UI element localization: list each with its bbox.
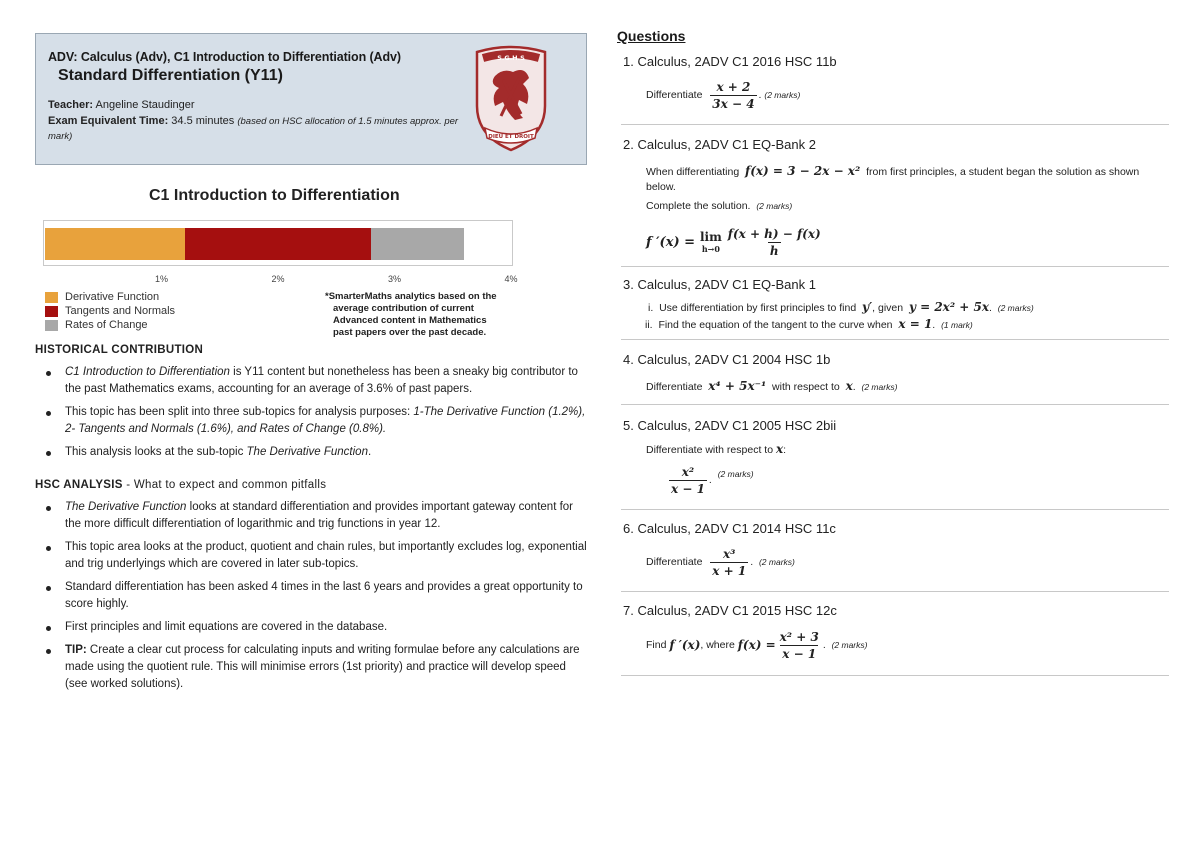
question-text: , given <box>872 302 904 314</box>
marks-label: (2 marks) <box>831 640 868 650</box>
marks-label: (1 mark) <box>941 320 973 330</box>
worksheet-title: Standard Differentiation (Y11) <box>58 67 283 84</box>
x-tick-label: 3% <box>387 274 402 284</box>
question-text: When differentiating <box>646 166 740 178</box>
denominator: x − 1 <box>671 481 705 496</box>
analysis-list <box>35 499 587 693</box>
question-2 <box>617 137 1167 267</box>
question-text: from first principles, a student began the solution as shown below. <box>646 166 1140 193</box>
marks-label: (2 marks) <box>861 382 898 392</box>
marks-label: (2 marks) <box>756 201 793 211</box>
exam-time-value: 34.5 minutes <box>171 115 235 127</box>
denominator: x − 1 <box>782 646 817 661</box>
question-body: Differentiate $\frac{\text{x³}}{x + 1}$ . (2 marks) <box>646 546 795 578</box>
worksheet-header <box>35 33 587 165</box>
question-4 <box>617 352 1167 405</box>
footnote-line: average contribution of current <box>333 303 474 314</box>
teacher-label: Teacher: <box>48 99 94 111</box>
function-lhs: f(x) = <box>737 638 776 652</box>
function-expression: x⁴ + 5x⁻¹ <box>708 379 767 393</box>
divider <box>621 404 1169 405</box>
question-text: Differentiate <box>646 89 703 101</box>
fraction <box>669 465 707 496</box>
exam-time-label: Exam Equivalent Time: <box>48 115 169 127</box>
limit-expression <box>617 222 1167 262</box>
numerator: x² <box>681 464 695 479</box>
footnote-line: *SmarterMaths analytics based on the <box>325 291 497 302</box>
function-expression: f(x) = 3 − 2x − x² <box>745 164 861 178</box>
numerator: x + 2 <box>716 79 751 94</box>
question-text: Find <box>646 639 667 651</box>
bullet-text: This analysis looks at the sub-topic <box>65 446 247 458</box>
question-part-i: i. Use differentiation by first principles to find y′, given y = 2x² + 5x. (2 marks) <box>648 300 1034 314</box>
question-1 <box>617 54 1167 125</box>
legend-label: Tangents and Normals <box>65 305 176 317</box>
bullet-text: Standard differentiation has been asked 4 times in the last 6 years and provides a great opportunity to score highly. <box>65 581 583 610</box>
footnote-line: Advanced content in Mathematics <box>333 315 487 326</box>
crest-motto-bottom: DIEU ET DROIT <box>488 134 534 140</box>
bullet-text: . <box>367 446 372 458</box>
subtopics-text: 1-The Derivative Function (1.2%), 2- Tangents and Normals (1.6%), and Rates of Change (0.8%). <box>65 406 586 435</box>
bullet-text: Create a clear cut process for calculating inputs and writing formulae before any calculations are made using the quotient rule. This will minimise errors (1st priority) and practice will develop speed (see worked solutions). <box>65 644 580 690</box>
question-7 <box>617 603 1167 676</box>
footnote-line: past papers over the past decade. <box>333 327 487 338</box>
variable: x <box>845 379 853 393</box>
marks-label: (2 marks) <box>717 469 754 479</box>
question-body <box>617 164 1167 195</box>
denominator: x + 1 <box>712 563 747 578</box>
fraction <box>778 630 821 661</box>
denominator: h <box>769 243 779 258</box>
bullet-text: looks at standard differentiation and provides important gateway content for the more difficult differentiation of logarithmic and trig functions in year 12. <box>65 501 574 530</box>
question-text: with respect to <box>772 381 840 393</box>
question-3 <box>617 277 1167 340</box>
list-item <box>35 579 587 613</box>
teacher-name: Angeline Staudinger <box>95 99 195 111</box>
legend-item <box>45 290 175 304</box>
list-item <box>35 364 587 398</box>
bullet-text: This topic has been split into three sub-topics for analysis purposes: <box>65 406 414 418</box>
question-text: Differentiate <box>646 556 703 568</box>
bullet-text: is Y11 content but nonetheless has been a sneaky big contributor to the past Mathematics exams, accounting for an average of 3.6% of past papers. <box>65 366 578 395</box>
question-body: Find f ′(x) , where f(x) = $\frac{\text{x² + 3}}{x - 1}$ . (2 marks) <box>646 629 868 661</box>
bullet-text: First principles and limit equations are covered in the database. <box>65 621 388 633</box>
divider <box>621 509 1169 510</box>
x-tick-label: 4% <box>504 274 518 284</box>
question-title: 3. Calculus, 2ADV C1 EQ-Bank 1 <box>623 277 816 292</box>
question-title: 1. Calculus, 2ADV C1 2016 HSC 11b <box>623 54 837 69</box>
question-5 <box>617 418 1167 510</box>
divider <box>621 124 1169 125</box>
legend-swatch <box>45 292 58 303</box>
historical-list <box>35 364 587 461</box>
question-title: 6. Calculus, 2ADV C1 2014 HSC 11c <box>623 521 836 536</box>
limit-word: lim <box>699 230 722 244</box>
legend-item <box>45 318 175 332</box>
fraction <box>726 227 823 258</box>
list-item <box>35 499 587 533</box>
chart-footnote <box>325 291 525 339</box>
x-tick-label: 1% <box>154 274 169 284</box>
list-item <box>35 539 587 573</box>
list-item <box>35 642 587 693</box>
school-crest-icon <box>473 44 549 154</box>
analysis-heading-strong: HSC ANALYSIS <box>35 479 123 491</box>
historical-heading: HISTORICAL CONTRIBUTION <box>35 344 204 356</box>
function-expression: y = 2x² + 5x <box>908 300 989 314</box>
fraction <box>710 80 756 111</box>
question-body: Differentiate x⁴ + 5x⁻¹ with respect to x. (2 marks) <box>646 379 898 393</box>
limit-operator <box>700 230 722 254</box>
question-text: Differentiate <box>646 381 703 393</box>
divider <box>621 266 1169 267</box>
derivative-lhs: f ′(x) = <box>646 234 696 250</box>
course-title: ADV: Calculus (Adv), C1 Introduction to Differentiation (Adv) <box>48 50 401 64</box>
legend-swatch <box>45 320 58 331</box>
part-label: i. <box>648 302 654 314</box>
divider <box>621 591 1169 592</box>
question-title: 5. Calculus, 2ADV C1 2005 HSC 2bii <box>623 418 837 433</box>
question-expression: $\frac{\text{x²}}{x - 1}$ . (2 marks) <box>671 464 754 496</box>
bullet-text: This topic area looks at the product, quotient and chain rules, but importantly excludes log, exponential and trig underlyings which are covered in later sub-topics. <box>65 541 587 570</box>
divider <box>621 339 1169 340</box>
legend-item <box>45 304 175 318</box>
bar-segment <box>45 228 185 260</box>
x-tick-label: 2% <box>271 274 285 284</box>
divider <box>621 675 1169 676</box>
analysis-heading-rest: - What to expect and common pitfalls <box>122 479 327 491</box>
chart-legend <box>45 290 175 332</box>
left-column <box>35 33 587 699</box>
marks-label: (2 marks) <box>997 303 1034 313</box>
question-text: Differentiate with respect to <box>646 444 774 456</box>
list-item <box>35 404 587 438</box>
tip-label: TIP: <box>65 644 87 656</box>
list-item <box>35 619 587 636</box>
question-text: Find the equation of the tangent to the curve when <box>658 319 893 331</box>
part-label: ii. <box>645 319 653 331</box>
questions-column <box>617 28 1167 676</box>
marks-label: (2 marks) <box>758 557 795 567</box>
question-text: Use differentiation by first principles to find <box>659 302 857 314</box>
legend-swatch <box>45 306 58 317</box>
limit-subscript: h→0 <box>701 244 720 254</box>
question-body <box>617 200 1167 212</box>
topic-name: C1 Introduction to Differentiation <box>65 366 230 378</box>
variable: x <box>775 442 784 456</box>
numerator: x² + 3 <box>779 629 819 644</box>
question-body: Differentiate with respect to x: <box>646 442 787 456</box>
bar-segment <box>185 228 371 260</box>
list-item <box>35 444 587 461</box>
contribution-chart <box>43 220 519 340</box>
subtopic-name: The Derivative Function <box>246 446 368 458</box>
question-body: Differentiate $\frac{x + 2}{3x - 4}$ . (2 marks) <box>646 79 801 111</box>
exam-time-note: (based on HSC allocation of 1.5 minutes approx. per mark) <box>48 116 459 142</box>
x-value: x = 1 <box>898 317 933 331</box>
crest-motto-top: S.G.H.S <box>497 54 525 62</box>
legend-label: Rates of Change <box>65 319 148 331</box>
question-text: , where <box>700 639 735 651</box>
questions-heading: Questions <box>617 28 686 44</box>
legend-label: Derivative Function <box>65 291 160 303</box>
exam-time-line <box>48 114 468 144</box>
bar-segment <box>371 228 464 260</box>
numerator: x³ <box>723 546 736 561</box>
derivative-symbol: y′ <box>862 300 873 314</box>
numerator: f(x + h) − f(x) <box>727 226 821 241</box>
chart-x-axis <box>43 274 519 286</box>
question-title: 2. Calculus, 2ADV C1 EQ-Bank 2 <box>623 137 816 152</box>
fraction <box>710 547 748 578</box>
question-title: 7. Calculus, 2ADV C1 2015 HSC 12c <box>623 603 837 618</box>
analysis-heading <box>35 479 587 491</box>
question-part-ii: ii. Find the equation of the tangent to the curve when x = 1. (1 mark) <box>645 317 973 331</box>
question-title: 4. Calculus, 2ADV C1 2004 HSC 1b <box>623 352 831 367</box>
derivative-symbol: f ′(x) <box>669 638 701 652</box>
chart-title: C1 Introduction to Differentiation <box>149 187 400 204</box>
question-text: Complete the solution. <box>646 200 751 212</box>
denominator: 3x − 4 <box>712 96 755 111</box>
marks-label: (2 marks) <box>764 90 801 100</box>
question-6 <box>617 521 1167 592</box>
subtopic-name: The Derivative Function <box>65 501 187 513</box>
